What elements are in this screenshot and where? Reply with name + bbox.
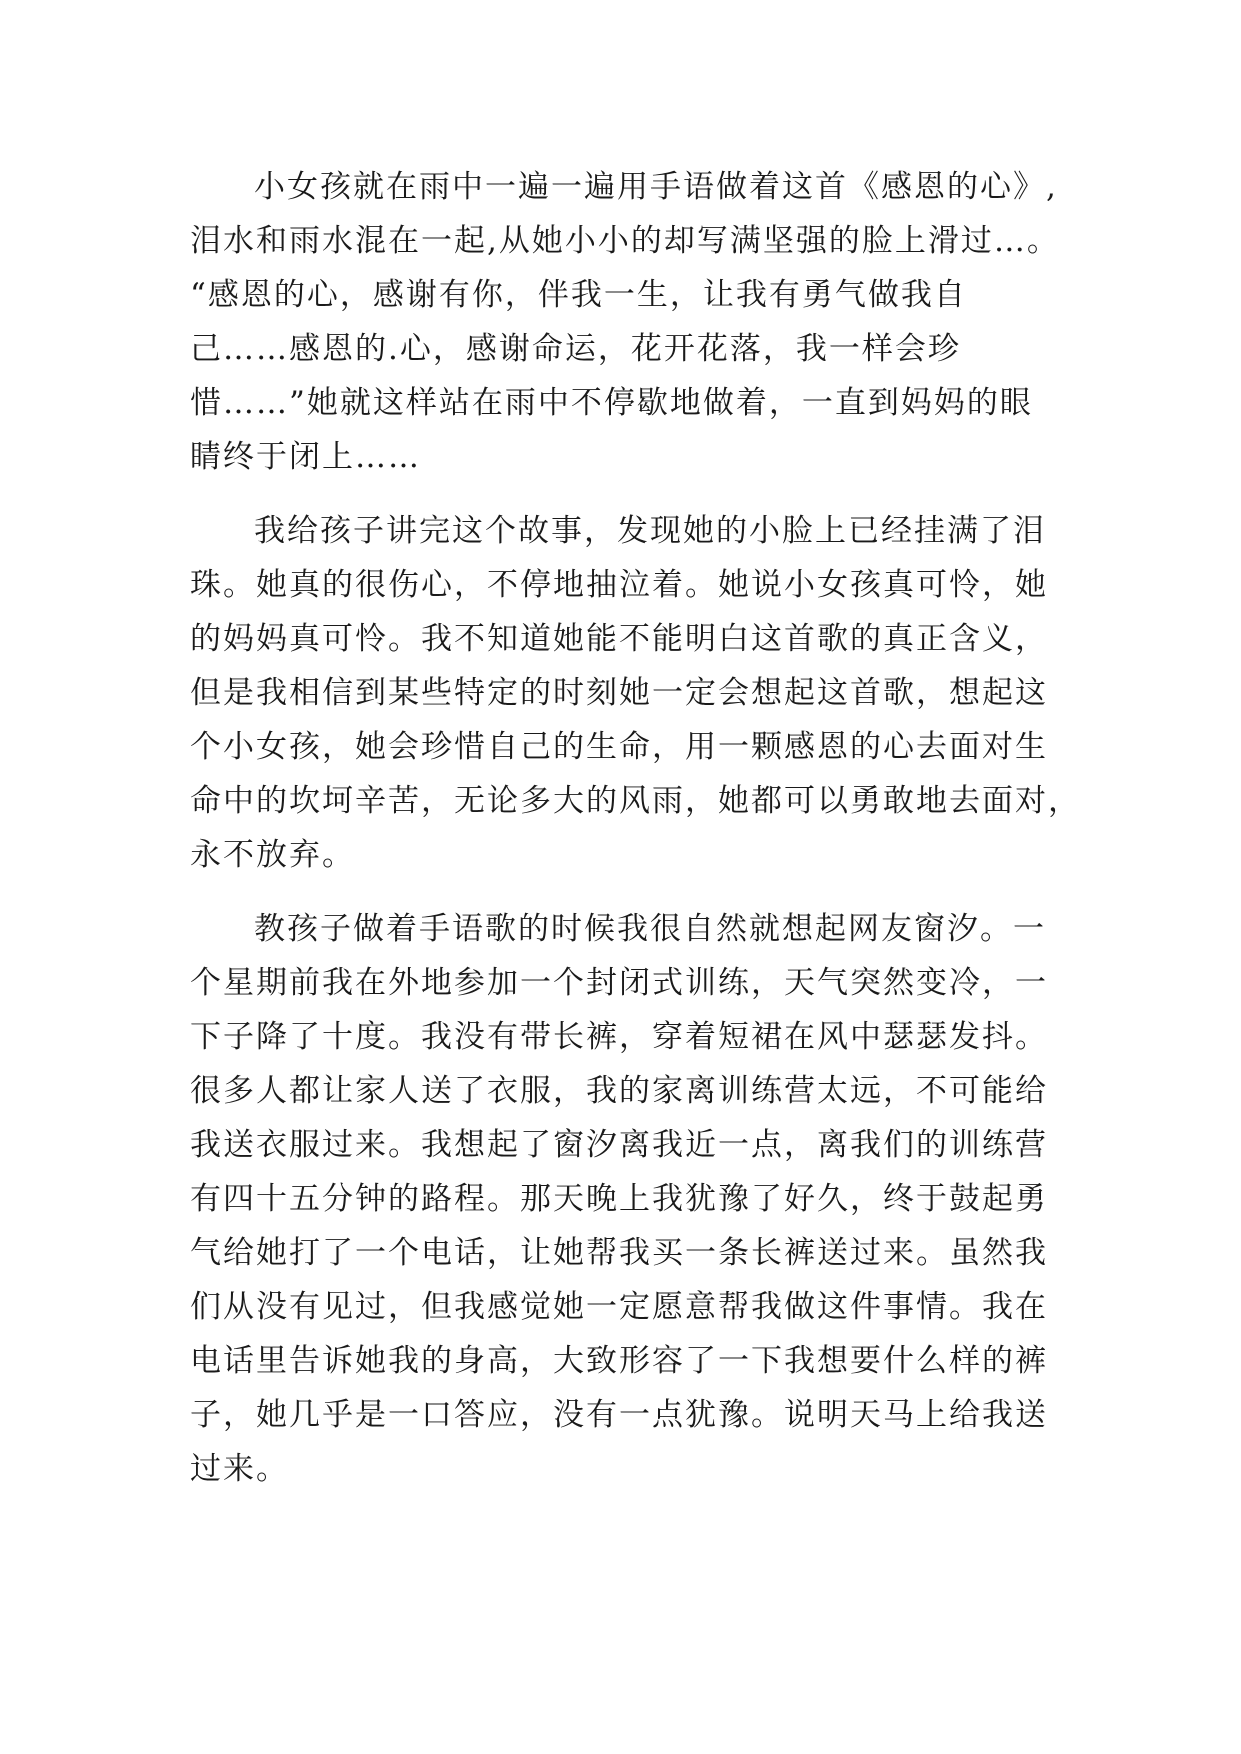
text-line: “感恩的心，感谢有你，伴我一生，让我有勇气做我自 — [190, 277, 967, 313]
text-line: 命中的坎坷辛苦，无论多大的风雨，她都可以勇敢地去面对， — [190, 783, 1081, 819]
text-line: 我送衣服过来。我想起了窗汐离我近一点，离我们的训练营 — [190, 1127, 1048, 1163]
text-line: 但是我相信到某些特定的时刻她一定会想起这首歌，想起这 — [190, 675, 1048, 711]
text-line: 过来。 — [190, 1451, 289, 1487]
text-line: 下子降了十度。我没有带长裤，穿着短裙在风中瑟瑟发抖。 — [190, 1019, 1048, 1055]
text-line: 教孩子做着手语歌的时候我很自然就想起网友窗汐。一 — [254, 911, 1046, 947]
text-line: 个星期前我在外地参加一个封闭式训练，天气突然变冷，一 — [190, 965, 1048, 1001]
text-line: 睛终于闭上…… — [190, 439, 421, 475]
text-line: 很多人都让家人送了衣服，我的家离训练营太远，不可能给 — [190, 1073, 1048, 1109]
text-line: 泪水和雨水混在一起,从她小小的却写满坚强的脸上滑过…。 — [190, 223, 1060, 259]
text-line: 的妈妈真可怜。我不知道她能不能明白这首歌的真正含义， — [190, 621, 1048, 657]
text-line: 永不放弃。 — [190, 837, 355, 873]
text-line: 我给孩子讲完这个故事，发现她的小脸上已经挂满了泪 — [254, 513, 1046, 549]
text-line: 个小女孩，她会珍惜自己的生命，用一颗感恩的心去面对生 — [190, 729, 1048, 765]
text-line: 惜……”她就这样站在雨中不停歇地做着，一直到妈妈的眼 — [190, 385, 1033, 421]
text-line: 珠。她真的很伤心，不停地抽泣着。她说小女孩真可怜，她 — [190, 567, 1048, 603]
text-line: 们从没有见过，但我感觉她一定愿意帮我做这件事情。我在 — [190, 1289, 1048, 1325]
text-line: 小女孩就在雨中一遍一遍用手语做着这首《感恩的心》, — [254, 169, 1058, 205]
text-line: 电话里告诉她我的身高，大致形容了一下我想要什么样的裤 — [190, 1343, 1048, 1379]
text-line: 子，她几乎是一口答应，没有一点犹豫。说明天马上给我送 — [190, 1397, 1048, 1433]
text-line: 有四十五分钟的路程。那天晚上我犹豫了好久，终于鼓起勇 — [190, 1181, 1048, 1217]
text-line: 气给她打了一个电话，让她帮我买一条长裤送过来。虽然我 — [190, 1235, 1048, 1271]
text-line: 己……感恩的.心，感谢命运，花开花落，我一样会珍 — [190, 331, 961, 367]
